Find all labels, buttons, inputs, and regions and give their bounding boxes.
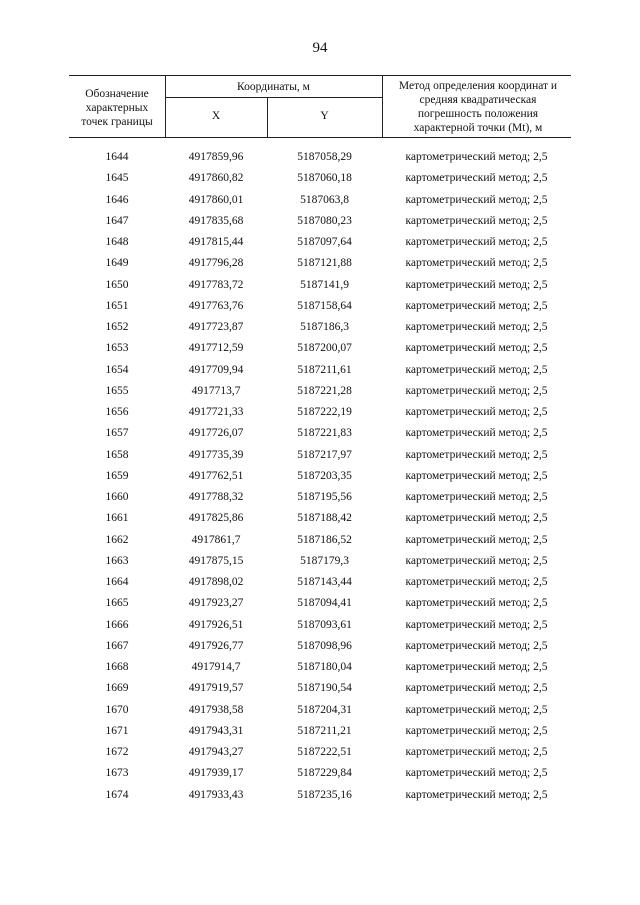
y-coordinate-cell: 5187211,61 <box>297 363 352 376</box>
method-cell: картометрический метод; 2,5 <box>405 533 548 546</box>
x-coordinate-cell: 4917825,86 <box>188 512 244 525</box>
table-row <box>69 763 571 784</box>
coordinates-column-header: Координаты, м <box>237 81 310 93</box>
point-id-cell: 1672 <box>105 746 129 758</box>
y-coordinate-cell: 5187188,42 <box>297 512 352 525</box>
x-coordinate-cell: 4917914,7 <box>191 661 241 673</box>
x-coordinate-cell: 4917860,82 <box>188 172 244 185</box>
y-coordinate-cell: 5187195,56 <box>297 491 352 503</box>
point-id-cell: 1673 <box>105 767 129 780</box>
y-coordinate-cell: 5187180,04 <box>297 661 352 673</box>
table-row <box>69 721 571 742</box>
y-coordinate-cell: 5187141,9 <box>300 278 349 291</box>
method-cell: картометрический метод; 2,5 <box>405 682 548 695</box>
table-row <box>69 466 571 487</box>
table-row <box>69 147 571 168</box>
x-coordinate-cell: 4917939,17 <box>188 767 244 780</box>
table-row <box>69 487 571 508</box>
x-coordinate-cell: 4917709,94 <box>188 363 244 376</box>
table-row <box>69 338 571 359</box>
point-id-cell: 1674 <box>105 788 129 801</box>
x-coordinate-cell: 4917923,27 <box>188 597 244 610</box>
x-coordinate-cell: 4917943,27 <box>188 746 244 758</box>
table-row <box>69 317 571 338</box>
method-column-header: Метод определения координат и средняя квадратическая погрешность положения характерной точки (Mt), м <box>398 80 558 134</box>
x-coordinate-cell: 4917861,7 <box>191 533 241 546</box>
method-cell: картометрический метод; 2,5 <box>405 448 548 461</box>
point-id-cell: 1655 <box>105 384 129 397</box>
y-coordinate-cell: 5187204,31 <box>297 703 352 716</box>
point-id-cell: 1659 <box>105 469 129 482</box>
header-subdivider <box>165 97 382 98</box>
point-id-cell: 1648 <box>105 236 129 248</box>
x-coordinate-cell: 4917859,96 <box>188 151 244 163</box>
table-row <box>69 593 571 614</box>
y-coordinate-cell: 5187186,3 <box>300 321 349 333</box>
point-id-cell: 1644 <box>105 151 129 163</box>
method-cell: картометрический метод; 2,5 <box>405 172 548 185</box>
table-body <box>69 147 571 806</box>
y-coordinate-cell: 5187217,97 <box>297 448 352 461</box>
y-coordinate-cell: 5187063,8 <box>300 193 349 206</box>
y-column-header: Y <box>320 110 329 122</box>
y-coordinate-cell: 5187098,96 <box>297 639 352 652</box>
point-id-cell: 1666 <box>105 618 129 631</box>
y-coordinate-cell: 5187058,29 <box>297 151 352 163</box>
table-row <box>69 636 571 657</box>
method-cell: картометрический метод; 2,5 <box>405 639 548 652</box>
point-id-cell: 1658 <box>105 448 129 461</box>
table-row <box>69 615 571 636</box>
x-coordinate-cell: 4917721,33 <box>188 406 244 418</box>
y-coordinate-cell: 5187186,52 <box>297 533 352 546</box>
point-id-cell: 1660 <box>105 491 129 503</box>
x-coordinate-cell: 4917723,87 <box>188 321 244 333</box>
point-id-cell: 1647 <box>105 214 129 227</box>
method-cell: картометрический метод; 2,5 <box>405 278 548 291</box>
point-id-cell: 1656 <box>105 406 129 418</box>
y-coordinate-cell: 5187143,44 <box>297 576 352 588</box>
method-cell: картометрический метод; 2,5 <box>405 512 548 525</box>
table-row <box>69 232 571 253</box>
y-coordinate-cell: 5187060,18 <box>297 172 352 185</box>
x-coordinate-cell: 4917763,76 <box>188 299 244 312</box>
point-id-cell: 1651 <box>105 299 129 312</box>
point-id-cell: 1653 <box>105 342 129 355</box>
x-coordinate-cell: 4917875,15 <box>188 554 244 567</box>
method-cell: картометрический метод; 2,5 <box>405 724 548 737</box>
method-cell: картометрический метод; 2,5 <box>405 661 548 673</box>
x-coordinate-cell: 4917783,72 <box>188 278 244 291</box>
table-row <box>69 785 571 806</box>
point-id-cell: 1646 <box>105 193 129 206</box>
y-coordinate-cell: 5187203,35 <box>297 469 352 482</box>
table-row <box>69 551 571 572</box>
point-column-header: Обозначение характерных точек границы <box>81 88 153 128</box>
point-id-cell: 1645 <box>105 172 129 185</box>
table-row <box>69 508 571 529</box>
x-coordinate-cell: 4917712,59 <box>188 342 244 355</box>
point-id-cell: 1657 <box>105 427 129 440</box>
x-coordinate-cell: 4917926,77 <box>188 639 244 652</box>
y-coordinate-cell: 5187211,21 <box>297 724 352 737</box>
table-row <box>69 381 571 402</box>
table-row <box>69 700 571 721</box>
x-coordinate-cell: 4917919,57 <box>188 682 244 695</box>
x-coordinate-cell: 4917835,68 <box>188 214 244 227</box>
table-row <box>69 402 571 423</box>
x-coordinate-cell: 4917943,31 <box>188 724 244 737</box>
header-divider <box>382 76 383 137</box>
method-cell: картометрический метод; 2,5 <box>405 193 548 206</box>
method-cell: картометрический метод; 2,5 <box>405 746 548 758</box>
table-row <box>69 190 571 211</box>
y-coordinate-cell: 5187097,64 <box>297 236 352 248</box>
y-coordinate-cell: 5187221,28 <box>297 384 352 397</box>
table-row <box>69 678 571 699</box>
method-cell: картометрический метод; 2,5 <box>405 767 548 780</box>
y-coordinate-cell: 5187093,61 <box>297 618 352 631</box>
point-id-cell: 1670 <box>105 703 129 716</box>
y-coordinate-cell: 5187158,64 <box>297 299 352 312</box>
y-coordinate-cell: 5187094,41 <box>297 597 352 610</box>
y-coordinate-cell: 5187200,07 <box>297 342 352 355</box>
method-cell: картометрический метод; 2,5 <box>405 597 548 610</box>
table-row <box>69 742 571 763</box>
point-id-cell: 1664 <box>105 576 129 588</box>
page-number: 94 <box>312 40 328 56</box>
y-coordinate-cell: 5187080,23 <box>297 214 352 227</box>
table-row <box>69 275 571 296</box>
method-cell: картометрический метод; 2,5 <box>405 384 548 397</box>
point-id-cell: 1669 <box>105 682 129 695</box>
table-header <box>69 75 571 138</box>
table-row <box>69 253 571 274</box>
method-cell: картометрический метод; 2,5 <box>405 788 548 801</box>
method-cell: картометрический метод; 2,5 <box>405 214 548 227</box>
method-cell: картометрический метод; 2,5 <box>405 427 548 440</box>
x-coordinate-cell: 4917898,02 <box>188 576 244 588</box>
method-cell: картометрический метод; 2,5 <box>405 342 548 355</box>
y-coordinate-cell: 5187121,88 <box>297 257 352 270</box>
method-cell: картометрический метод; 2,5 <box>405 618 548 631</box>
point-id-cell: 1650 <box>105 278 129 291</box>
x-coordinate-cell: 4917926,51 <box>188 618 244 631</box>
point-id-cell: 1663 <box>105 554 129 567</box>
table-row <box>69 360 571 381</box>
table-row <box>69 572 571 593</box>
x-coordinate-cell: 4917933,43 <box>188 788 244 801</box>
y-coordinate-cell: 5187222,19 <box>297 406 352 418</box>
point-id-cell: 1654 <box>105 363 129 376</box>
table-row <box>69 168 571 189</box>
method-cell: картометрический метод; 2,5 <box>405 703 548 716</box>
y-coordinate-cell: 5187229,84 <box>297 767 352 780</box>
x-coordinate-cell: 4917713,7 <box>191 384 241 397</box>
x-coordinate-cell: 4917796,28 <box>188 257 244 270</box>
y-coordinate-cell: 5187190,54 <box>297 682 352 695</box>
x-coordinate-cell: 4917860,01 <box>188 193 244 206</box>
table-row <box>69 530 571 551</box>
method-cell: картометрический метод; 2,5 <box>405 151 548 163</box>
table-row <box>69 657 571 678</box>
point-id-cell: 1649 <box>105 257 129 270</box>
x-coordinate-cell: 4917762,51 <box>188 469 244 482</box>
point-id-cell: 1671 <box>105 724 129 737</box>
y-coordinate-cell: 5187235,16 <box>297 788 352 801</box>
x-coordinate-cell: 4917815,44 <box>188 236 244 248</box>
method-cell: картометрический метод; 2,5 <box>405 236 548 248</box>
point-id-cell: 1665 <box>105 597 129 610</box>
method-cell: картометрический метод; 2,5 <box>405 321 548 333</box>
method-cell: картометрический метод; 2,5 <box>405 363 548 376</box>
y-coordinate-cell: 5187179,3 <box>300 554 349 567</box>
point-id-cell: 1667 <box>105 639 129 652</box>
y-coordinate-cell: 5187222,51 <box>297 746 352 758</box>
table-row <box>69 445 571 466</box>
y-coordinate-cell: 5187221,83 <box>297 427 352 440</box>
method-cell: картометрический метод; 2,5 <box>405 576 548 588</box>
method-cell: картометрический метод; 2,5 <box>405 491 548 503</box>
point-id-cell: 1652 <box>105 321 129 333</box>
point-id-cell: 1662 <box>105 533 129 546</box>
table-row <box>69 296 571 317</box>
x-coordinate-cell: 4917938,58 <box>188 703 244 716</box>
x-coordinate-cell: 4917726,07 <box>188 427 244 440</box>
x-column-header: X <box>211 110 221 122</box>
point-id-cell: 1668 <box>105 661 129 673</box>
method-cell: картометрический метод; 2,5 <box>405 554 548 567</box>
table-row <box>69 423 571 444</box>
point-id-cell: 1661 <box>105 512 129 525</box>
x-coordinate-cell: 4917735,39 <box>188 448 244 461</box>
table-row <box>69 211 571 232</box>
method-cell: картометрический метод; 2,5 <box>405 299 548 312</box>
x-coordinate-cell: 4917788,32 <box>188 491 244 503</box>
method-cell: картометрический метод; 2,5 <box>405 257 548 270</box>
method-cell: картометрический метод; 2,5 <box>405 469 548 482</box>
method-cell: картометрический метод; 2,5 <box>405 406 548 418</box>
